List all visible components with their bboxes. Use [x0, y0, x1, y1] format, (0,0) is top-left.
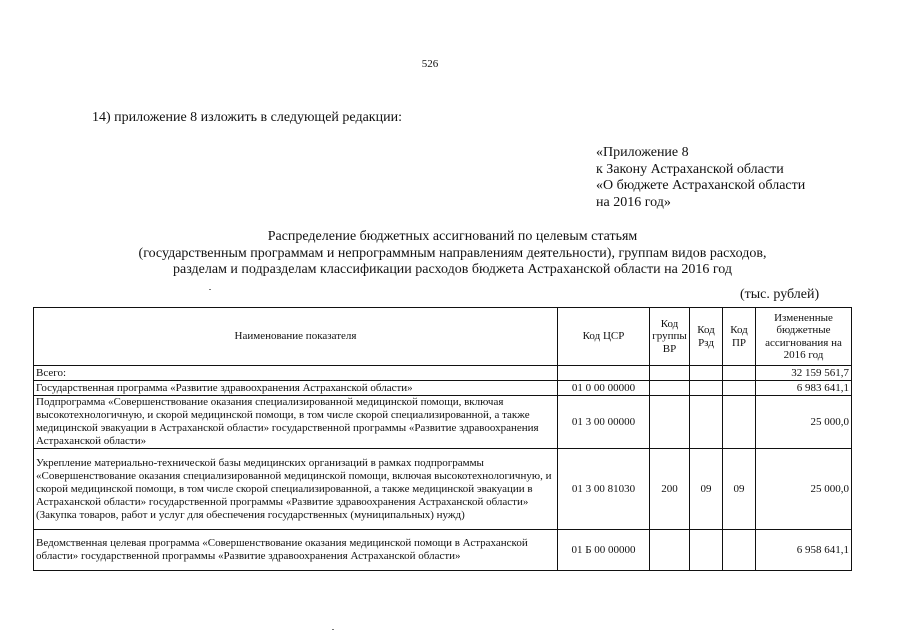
total-label: Всего:	[34, 366, 558, 381]
document-title	[0, 229, 905, 279]
header-vr: Код группы ВР	[650, 308, 690, 366]
cell-name: Государственная программа «Развитие здравоохранения Астраханской области»	[34, 381, 558, 396]
cell-name: Подпрограмма «Совершенствование оказания специализированной медицинской помощи, включая высокотехнологичную, и скорой медицинской помощи, в том числе скорой специализированной, а также медицинской эвакуации в Астраханской области» государственной программы «Развитие здравоохранения Астраханской области»	[34, 396, 558, 449]
cell-amount: 25 000,0	[756, 396, 852, 449]
appendix-header	[596, 145, 805, 211]
units-label: (тыс. рублей)	[740, 287, 820, 302]
document-title-line: (государственным программам и непрограммным направлениям деятельности), группам видов расходов,	[138, 245, 767, 261]
cell-pr: 09	[723, 449, 756, 530]
cell-rzd	[690, 381, 723, 396]
table-header-row	[34, 308, 852, 366]
header-amount: Измененные бюджетные ассигнования на 2016 год	[756, 308, 852, 366]
cell-rzd	[690, 366, 723, 381]
document-title-line: Распределение бюджетных ассигнований по целевым статьям	[267, 229, 638, 244]
appendix-header-line: на 2016 год»	[596, 194, 671, 210]
appendix-header-line: к Закону Астраханской области	[596, 161, 784, 177]
cell-name: Укрепление материально-технической базы медицинских организаций в рамках подпрограммы «Совершенствование оказания специализированной медицинской помощи, включая высокотехнологичную, и скорой медицинской помощи, в том числе скорой специализированной, а также медицинской эвакуации в Астраханской области» государственной программы «Развитие здравоохранения Астраханской области» (Закупка товаров, работ и услуг для обеспечения государственных (муниципальных) нужд)	[34, 449, 558, 530]
cell-vr	[650, 381, 690, 396]
appendix-header-line: «О бюджете Астраханской области	[596, 178, 806, 193]
header-rzd: Код Рзд	[690, 308, 723, 366]
cell-vr	[650, 396, 690, 449]
cell-vr	[650, 366, 690, 381]
header-pr: Код ПР	[723, 308, 756, 366]
cell-amount: 25 000,0	[756, 449, 852, 530]
cell-amount: 6 958 641,1	[756, 530, 852, 571]
cell-vr: 200	[650, 449, 690, 530]
cell-name: Ведомственная целевая программа «Совершенствование оказания медицинской помощи в Астраханской области» государственной программы «Развитие здравоохранения Астраханской области»	[34, 530, 558, 571]
header-name: Наименование показателя	[34, 308, 558, 366]
scan-speck	[209, 289, 211, 290]
cell-pr	[723, 396, 756, 449]
table-row	[34, 530, 852, 571]
page-number: 526	[421, 58, 439, 70]
total-amount: 32 159 561,7	[756, 366, 852, 381]
table-row	[34, 381, 852, 396]
appendix-header-line: «Приложение 8	[596, 145, 689, 160]
scan-speck	[332, 629, 334, 630]
table-row	[34, 449, 852, 530]
cell-pr	[723, 366, 756, 381]
cell-csr: 01 3 00 00000	[558, 396, 650, 449]
cell-rzd: 09	[690, 449, 723, 530]
cell-csr	[558, 366, 650, 381]
cell-csr: 01 0 00 00000	[558, 381, 650, 396]
cell-pr	[723, 381, 756, 396]
header-csr: Код ЦСР	[558, 308, 650, 366]
cell-rzd	[690, 396, 723, 449]
budget-table	[33, 307, 852, 571]
cell-rzd	[690, 530, 723, 571]
table-row	[34, 396, 852, 449]
cell-pr	[723, 530, 756, 571]
cell-csr: 01 Б 00 00000	[558, 530, 650, 571]
cell-csr: 01 3 00 81030	[558, 449, 650, 530]
cell-vr	[650, 530, 690, 571]
table-total-row	[34, 366, 852, 381]
cell-amount: 6 983 641,1	[756, 381, 852, 396]
document-title-line: разделам и подразделам классификации расходов бюджета Астраханской области на 2016 год	[173, 262, 732, 277]
intro-text: 14) приложение 8 изложить в следующей редакции:	[92, 110, 402, 125]
